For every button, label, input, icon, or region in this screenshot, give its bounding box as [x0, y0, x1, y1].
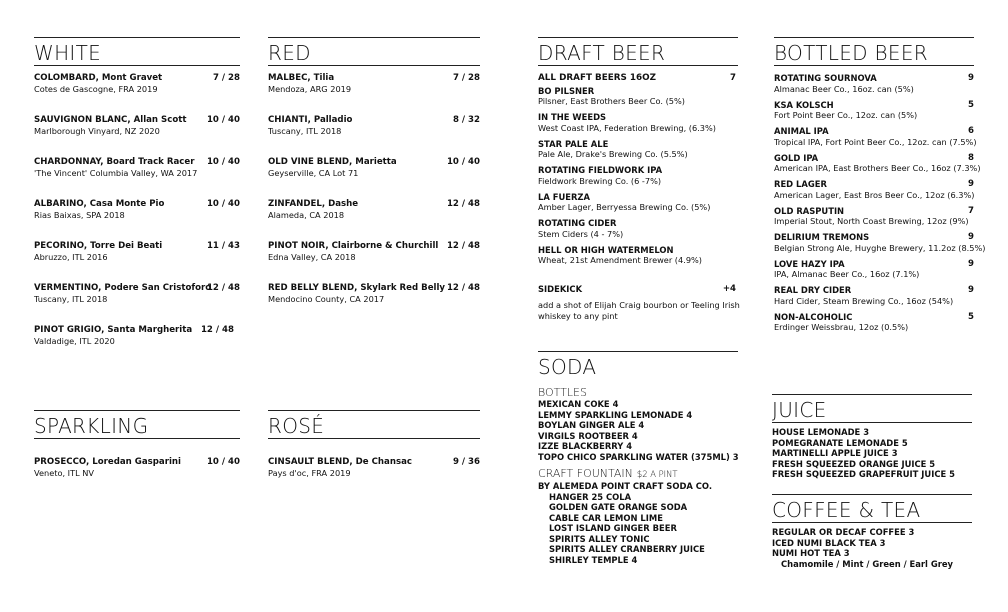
price: 7 — [730, 73, 736, 83]
soda-section — [538, 351, 738, 565]
draft-beer-heading: DRAFT BEER — [538, 37, 738, 66]
draft-all-row: ALL DRAFT BEERS 16OZ 7 — [538, 73, 736, 83]
price: +4 — [722, 284, 736, 294]
price: 9 — [968, 179, 974, 189]
menu-item: CINSAULT BLEND, De Chansac Pays d'oc, FRA 2019 9 / 36 — [268, 457, 480, 478]
price: 12 / 48 — [446, 199, 480, 209]
list-item: LOST ISLAND GINGER BEER — [549, 523, 677, 533]
juice-list — [772, 427, 972, 480]
list-item: GOLD IPA American IPA, East Brothers Beer Co., 16oz (7.3%) 8 — [774, 152, 981, 173]
list-item: ROTATING CIDER Stem Ciders (4 - 7%) — [538, 218, 624, 239]
sidekick-row: SIDEKICK +4 add a shot of Elijah Craig bourbon or Teeling Irish whiskey to any pint — [538, 284, 740, 321]
coffee-tea-section — [772, 494, 972, 569]
menu-item: CHARDONNAY, Board Track Racer 'The Vincent' Columbia Valley, WA 2017 10 / 40 — [34, 157, 240, 178]
rose-heading: ROSÉ — [268, 410, 480, 439]
list-item: ROTATING SOURNOVA Almanac Beer Co., 16oz. can (5%) 9 — [774, 73, 974, 94]
white-list — [34, 73, 240, 347]
white-section — [34, 37, 240, 367]
price: 10 / 40 — [206, 199, 240, 209]
list-item: HANGER 25 COLA — [549, 491, 632, 502]
sparkling-heading: SPARKLING — [34, 410, 240, 439]
menu-item: OLD VINE BLEND, Marietta Geyserville, CA Lot 71 10 / 40 — [268, 157, 480, 178]
list-item: NON-ALCOHOLIC Erdinger Weissbrau, 12oz (0.5%) 5 — [774, 311, 974, 332]
draft-list — [538, 86, 738, 267]
list-item: KSA KOLSCH Fort Point Beer Co., 12oz. can (5%) 5 — [774, 99, 974, 120]
red-heading: RED — [268, 37, 480, 66]
price: 5 — [968, 311, 974, 322]
list-item: LA FUERZA Amber Lager, Berryessa Brewing Co. (5%) — [538, 191, 711, 212]
price: 12 / 48 — [446, 241, 480, 251]
list-item: SPIRITS ALLEY CRANBERRY JUICE — [549, 544, 705, 554]
list-item: CABLE CAR LEMON LIME — [549, 512, 663, 523]
list-item: BOYLAN GINGER ALE 4 — [538, 420, 645, 430]
list-item: STAR PALE ALE Pale Ale, Drake's Brewing Co. (5.5%) — [538, 138, 688, 159]
menu-item: ALBARINO, Casa Monte Pio Rias Baixas, SPA 2018 10 / 40 — [34, 199, 240, 220]
list-item: MEXICAN COKE 4 — [538, 399, 619, 409]
menu-item: VERMENTINO, Podere San Cristoforo Tuscany, ITL 2018 12 / 48 — [34, 283, 240, 304]
menu-item: ZINFANDEL, Dashe Alameda, CA 2018 12 / 48 — [268, 199, 480, 220]
fountain-subheading: CRAFT FOUNTAIN $2 A PINT — [538, 467, 678, 480]
list-item: VIRGILS ROOTBEER 4 — [538, 430, 638, 441]
draft-beer-section — [538, 37, 738, 322]
price: 7 / 28 — [212, 73, 240, 83]
list-item: RED LAGER American Lager, East Bros Beer Co., 12oz (6.3%) 9 — [774, 179, 975, 200]
price: 5 — [968, 99, 974, 110]
juice-section — [772, 394, 972, 480]
list-item: HOUSE LEMONADE 3 — [772, 427, 870, 437]
price: 9 / 36 — [452, 457, 480, 467]
price: 9 — [968, 285, 974, 295]
menu-item: PROSECCO, Loredan Gasparini Veneto, ITL NV 10 / 40 — [34, 457, 240, 478]
price: 10 / 40 — [206, 115, 240, 125]
price: 9 — [968, 73, 974, 83]
red-section — [268, 37, 480, 325]
list-item: REAL DRY CIDER Hard Cider, Steam Brewing Co., 16oz (54%) 9 — [774, 285, 974, 306]
price: 10 / 40 — [206, 157, 240, 167]
list-item: NUMI HOT TEA 3 — [772, 548, 850, 558]
list-item: FRESH SQUEEZED ORANGE JUICE 5 — [772, 458, 936, 469]
menu-item: COLOMBARD, Mont Gravet Cotes de Gascogne, FRA 2019 7 / 28 — [34, 73, 240, 94]
price: 9 — [968, 232, 974, 242]
bottles-list — [538, 399, 738, 462]
list-item: IZZE BLACKBERRY 4 — [538, 441, 633, 451]
menu-item: PECORINO, Torre Dei Beati Abruzzo, ITL 2016 11 / 43 — [34, 241, 240, 262]
list-item: SHIRLEY TEMPLE 4 — [549, 554, 638, 565]
fountain-list — [538, 492, 738, 566]
coffee-list — [772, 527, 972, 569]
sparkling-section — [34, 410, 240, 499]
price: 7 — [968, 205, 974, 216]
bottles-subheading: BOTTLES — [538, 386, 587, 399]
price: 7 / 28 — [452, 73, 480, 83]
red-list — [268, 73, 480, 305]
list-item: IN THE WEEDS West Coast IPA, Federation Brewing, (6.3%) — [538, 112, 716, 133]
rose-list — [268, 457, 480, 479]
list-item: POMEGRANATE LEMONADE 5 — [772, 437, 908, 448]
coffee-tea-heading: COFFEE & TEA — [772, 494, 972, 523]
price: 8 / 32 — [452, 115, 480, 125]
menu-item: PINOT GRIGIO, Santa Margherita Valdadige, ITL 2020 12 / 48 — [34, 325, 234, 346]
white-heading: WHITE — [34, 37, 240, 66]
menu-item: MALBEC, Tilia Mendoza, ARG 2019 7 / 28 — [268, 73, 480, 94]
list-item: BO PILSNER Pilsner, East Brothers Beer Co. (5%) — [538, 85, 685, 106]
list-item: REGULAR OR DECAF COFFEE 3 — [772, 527, 915, 537]
price: 6 — [968, 126, 974, 136]
fountain-by: BY ALEMEDA POINT CRAFT SODA CO. — [538, 481, 713, 491]
list-item: HELL OR HIGH WATERMELON Wheat, 21st Amendment Brewer (4.9%) — [538, 244, 702, 265]
price: 11 / 43 — [206, 241, 240, 251]
list-item: GOLDEN GATE ORANGE SODA — [549, 502, 688, 512]
list-item: MARTINELLI APPLE JUICE 3 — [772, 448, 898, 458]
list-item: LOVE HAZY IPA IPA, Almanac Beer Co., 16oz (7.1%) 9 — [774, 258, 974, 279]
bottled-beer-heading: BOTTLED BEER — [774, 37, 974, 66]
list-item: DELIRIUM TREMONS Belgian Strong Ale, Huyghe Brewery, 11.2oz (8.5%) 9 — [774, 232, 986, 253]
rose-section — [268, 410, 480, 499]
price: 12 / 48 — [206, 283, 240, 293]
price: 12 / 48 — [200, 325, 234, 335]
tea-options: Chamomile / Mint / Green / Earl Grey — [781, 558, 953, 569]
price: 10 / 40 — [446, 157, 480, 167]
list-item: TOPO CHICO SPARKLING WATER (375ML) 3 — [538, 451, 739, 462]
menu-item: CHIANTI, Palladio Tuscany, ITL 2018 8 / 32 — [268, 115, 480, 136]
soda-heading: SODA — [538, 351, 738, 379]
list-item: OLD RASPUTIN Imperial Stout, North Coast Brewing, 12oz (9%) 7 — [774, 205, 974, 226]
price: 10 / 40 — [206, 457, 240, 467]
bottled-list — [774, 73, 986, 333]
price: 9 — [968, 258, 974, 269]
bottled-beer-section — [774, 37, 986, 338]
price: 8 — [968, 152, 974, 163]
list-item: ICED NUMI BLACK TEA 3 — [772, 537, 886, 548]
sparkling-list — [34, 457, 240, 479]
list-item: LEMMY SPARKLING LEMONADE 4 — [538, 409, 693, 420]
list-item: FRESH SQUEEZED GRAPEFRUIT JUICE 5 — [772, 469, 955, 479]
price: 12 / 48 — [446, 283, 480, 293]
menu-item: SAUVIGNON BLANC, Allan Scott Marlborough Vinyard, NZ 2020 10 / 40 — [34, 115, 240, 136]
list-item: SPIRITS ALLEY TONIC — [549, 533, 650, 544]
list-item: ANIMAL IPA Tropical IPA, Fort Point Beer Co., 12oz. can (7.5%) 6 — [774, 126, 977, 147]
list-item: ROTATING FIELDWORK IPA Fieldwork Brewing Co. (6 -7%) — [538, 165, 663, 186]
juice-heading: JUICE — [772, 394, 972, 423]
menu-item: PINOT NOIR, Clairborne & Churchill Edna Valley, CA 2018 12 / 48 — [268, 241, 480, 262]
menu-item: RED BELLY BLEND, Skylark Red Belly Mendocino County, CA 2017 12 / 48 — [268, 283, 480, 304]
